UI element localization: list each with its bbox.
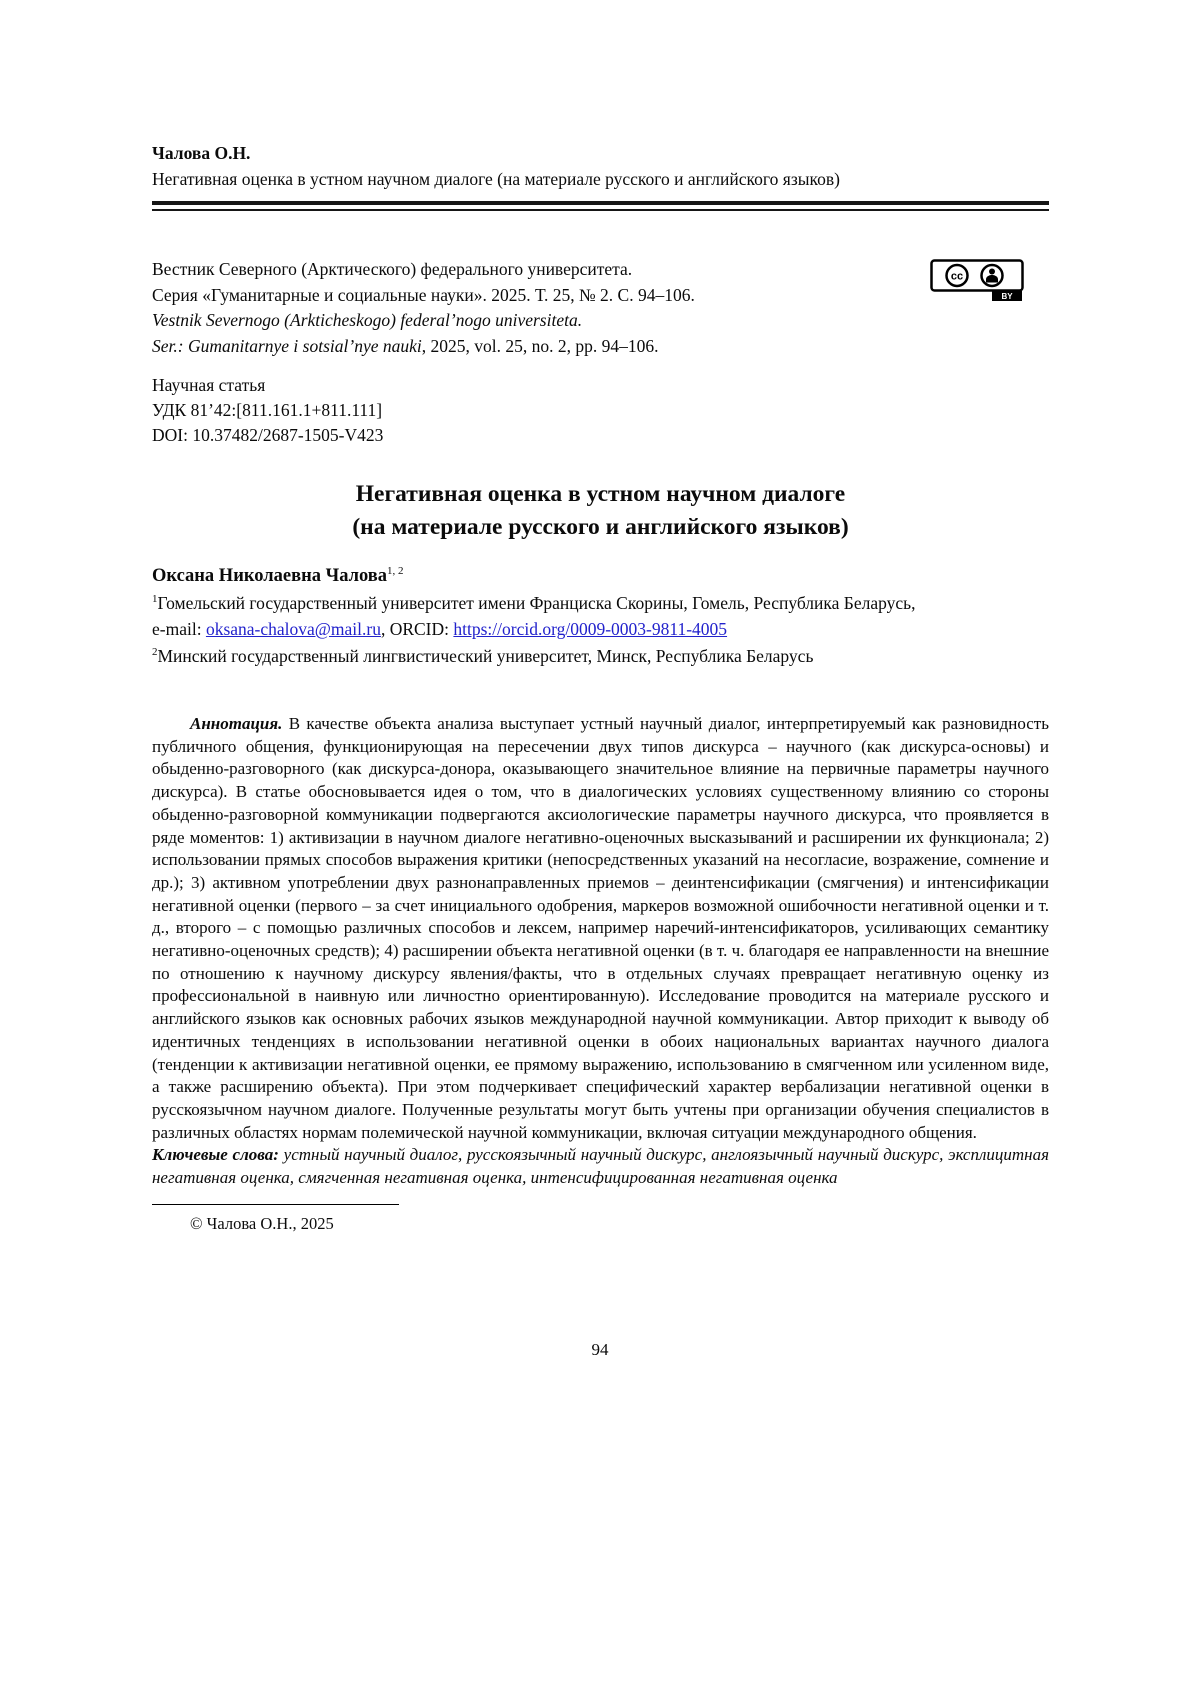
- article-meta-block: [152, 373, 1049, 448]
- keywords-text: устный научный диалог, русскоязычный научный дискурс, англоязычный научный дискурс, эксплицитная негативная оценка, смягченная негативная оценка, интенсифицированная негативная оценка: [152, 1145, 1049, 1188]
- affiliation-1-superscript: 1: [152, 592, 158, 605]
- journal-citation-block: [152, 257, 1049, 359]
- article-udc: УДК 81’42:[811.161.1+811.111]: [152, 400, 383, 420]
- journal-citation-ru-2: Серия «Гуманитарные и социальные науки». 2025. Т. 25, № 2. С. 94–106.: [152, 284, 695, 305]
- article-type: Научная статья: [152, 375, 266, 395]
- author-name: Оксана Николаевна Чалова: [152, 566, 388, 586]
- abstract-label: Аннотация.: [190, 714, 283, 733]
- person-icon-head: [989, 269, 995, 275]
- article-title-line2: (на материале русского и английского языков): [352, 514, 849, 540]
- email-link[interactable]: oksana-chalova@mail.ru: [205, 619, 381, 639]
- orcid-link[interactable]: https://orcid.org/0009-0003-9811-4005: [453, 619, 728, 639]
- orcid-label: , ORCID:: [380, 619, 454, 639]
- cc-icon-label: cc: [950, 270, 964, 283]
- author-name-superscript: 1, 2: [387, 565, 404, 578]
- abstract: [152, 713, 1049, 1144]
- article-first-page: [152, 140, 1049, 1235]
- abstract-text: В качестве объекта анализа выступает устный научный диалог, интерпретируемый как разновидность публичного общения, функционирующая на пересечении двух типов дискурса – научного (как дискурса-основы) и обыденно-разговорного (как дискурса-донора, оказывающего значительное влияние на первичные параметры научного дискурса). В статье обосновывается идея о том, что в диалогических условиях существенному влиянию со стороны обыденно-разговорной коммуникации подвергаются аксиологические параметры научного дискурса, что проявляется в ряде моментов: 1) активизации в научном диалоге негативно-оценочных высказываний и расширении их функционала; 2) использовании прямых способов выражения критики (непосредственных указаний на несогласие, возражение, сомнение и др.); 3) активном употреблении двух разнонаправленных приемов – деинтенсификации (смягчения) и интенсификации негативной оценки (первого – за счет инициального одобрения, маркеров возможной ошибочности негативной оценки и т. д., второго – с помощью различных способов и лексем, например наречий-интенсификаторов, усиливающих семантику негативно-оценочных средств); 4) расширении объекта негативной оценки (в т. ч. благодаря ее направленности на внешние по отношению к научному дискурсу явления/факты, что в отдельных случаях превращает негативную оценку из профессиональной в наивную или личностно ориентированную). Исследование проводится на материале русского и английского языков как основных рабочих языков международной научной коммуникации. Автор приходит к выводу об идентичных тенденциях в использовании негативной оценки в обоих национальных вариантах научного диалога (тенденции к активизации негативной оценки, ее прямому выражению, использованию в смягченном или усиленном виде, а также расширению объекта). При этом подчеркивает специфический характер вербализации негативной оценки в русскоязычном научном диалоге. Полученные результаты могут быть учтены при организации обучения специалистов в различных областях нормам полемической научной коммуникации, включая ситуации международного общения.: [152, 714, 1049, 1142]
- footnote-rule: [152, 1204, 399, 1205]
- header-double-rule: [152, 201, 1049, 211]
- journal-citation-ru-1: Вестник Северного (Арктического) федерального университета.: [152, 259, 633, 279]
- affiliation-2-superscript: 2: [152, 645, 158, 658]
- article-title-line1: Негативная оценка в устном научном диалоге: [355, 481, 846, 507]
- contact-line: [152, 616, 1049, 643]
- journal-citation-en-2-italic: Ser.: Gumanitarnye i sotsial’nye nauki: [152, 335, 422, 356]
- affiliation-1-text: Гомельский государственный университет имени Франциска Скорины, Гомель, Республика Беларусь,: [157, 592, 916, 613]
- page-number: 94: [591, 1340, 609, 1359]
- running-header-author: Чалова О.Н.: [152, 143, 251, 163]
- affiliation-2-text: Минский государственный лингвистический университет, Минск, Республика Беларусь: [157, 645, 814, 666]
- journal-citation-en-1: Vestnik Severnogo (Arkticheskogo) federal’nogo universiteta.: [152, 310, 583, 330]
- affiliation-1: [152, 590, 1049, 617]
- running-header: [152, 140, 1049, 192]
- keywords: [152, 1144, 1049, 1189]
- journal-citation-en-2: [152, 334, 1049, 360]
- cc-badge-frame: [932, 261, 1023, 291]
- email-label: e-mail:: [152, 619, 206, 639]
- by-chip-label: BY: [1001, 292, 1013, 301]
- author-block: [152, 562, 1049, 669]
- keywords-label: Ключевые слова:: [152, 1145, 279, 1165]
- running-header-title: Негативная оценка в устном научном диалоге (на материале русского и английского языков): [152, 169, 840, 189]
- cc-by-badge: [930, 259, 1024, 301]
- copyright-line: © Чалова О.Н., 2025: [190, 1213, 334, 1233]
- journal-citation-en-2-rest: , 2025, vol. 25, no. 2, pp. 94–106.: [421, 335, 659, 356]
- affiliation-2: [152, 643, 1049, 670]
- article-doi: DOI: 10.37482/2687-1505-V423: [152, 425, 384, 445]
- article-title: [152, 478, 1049, 544]
- author-name-line: [152, 562, 1049, 590]
